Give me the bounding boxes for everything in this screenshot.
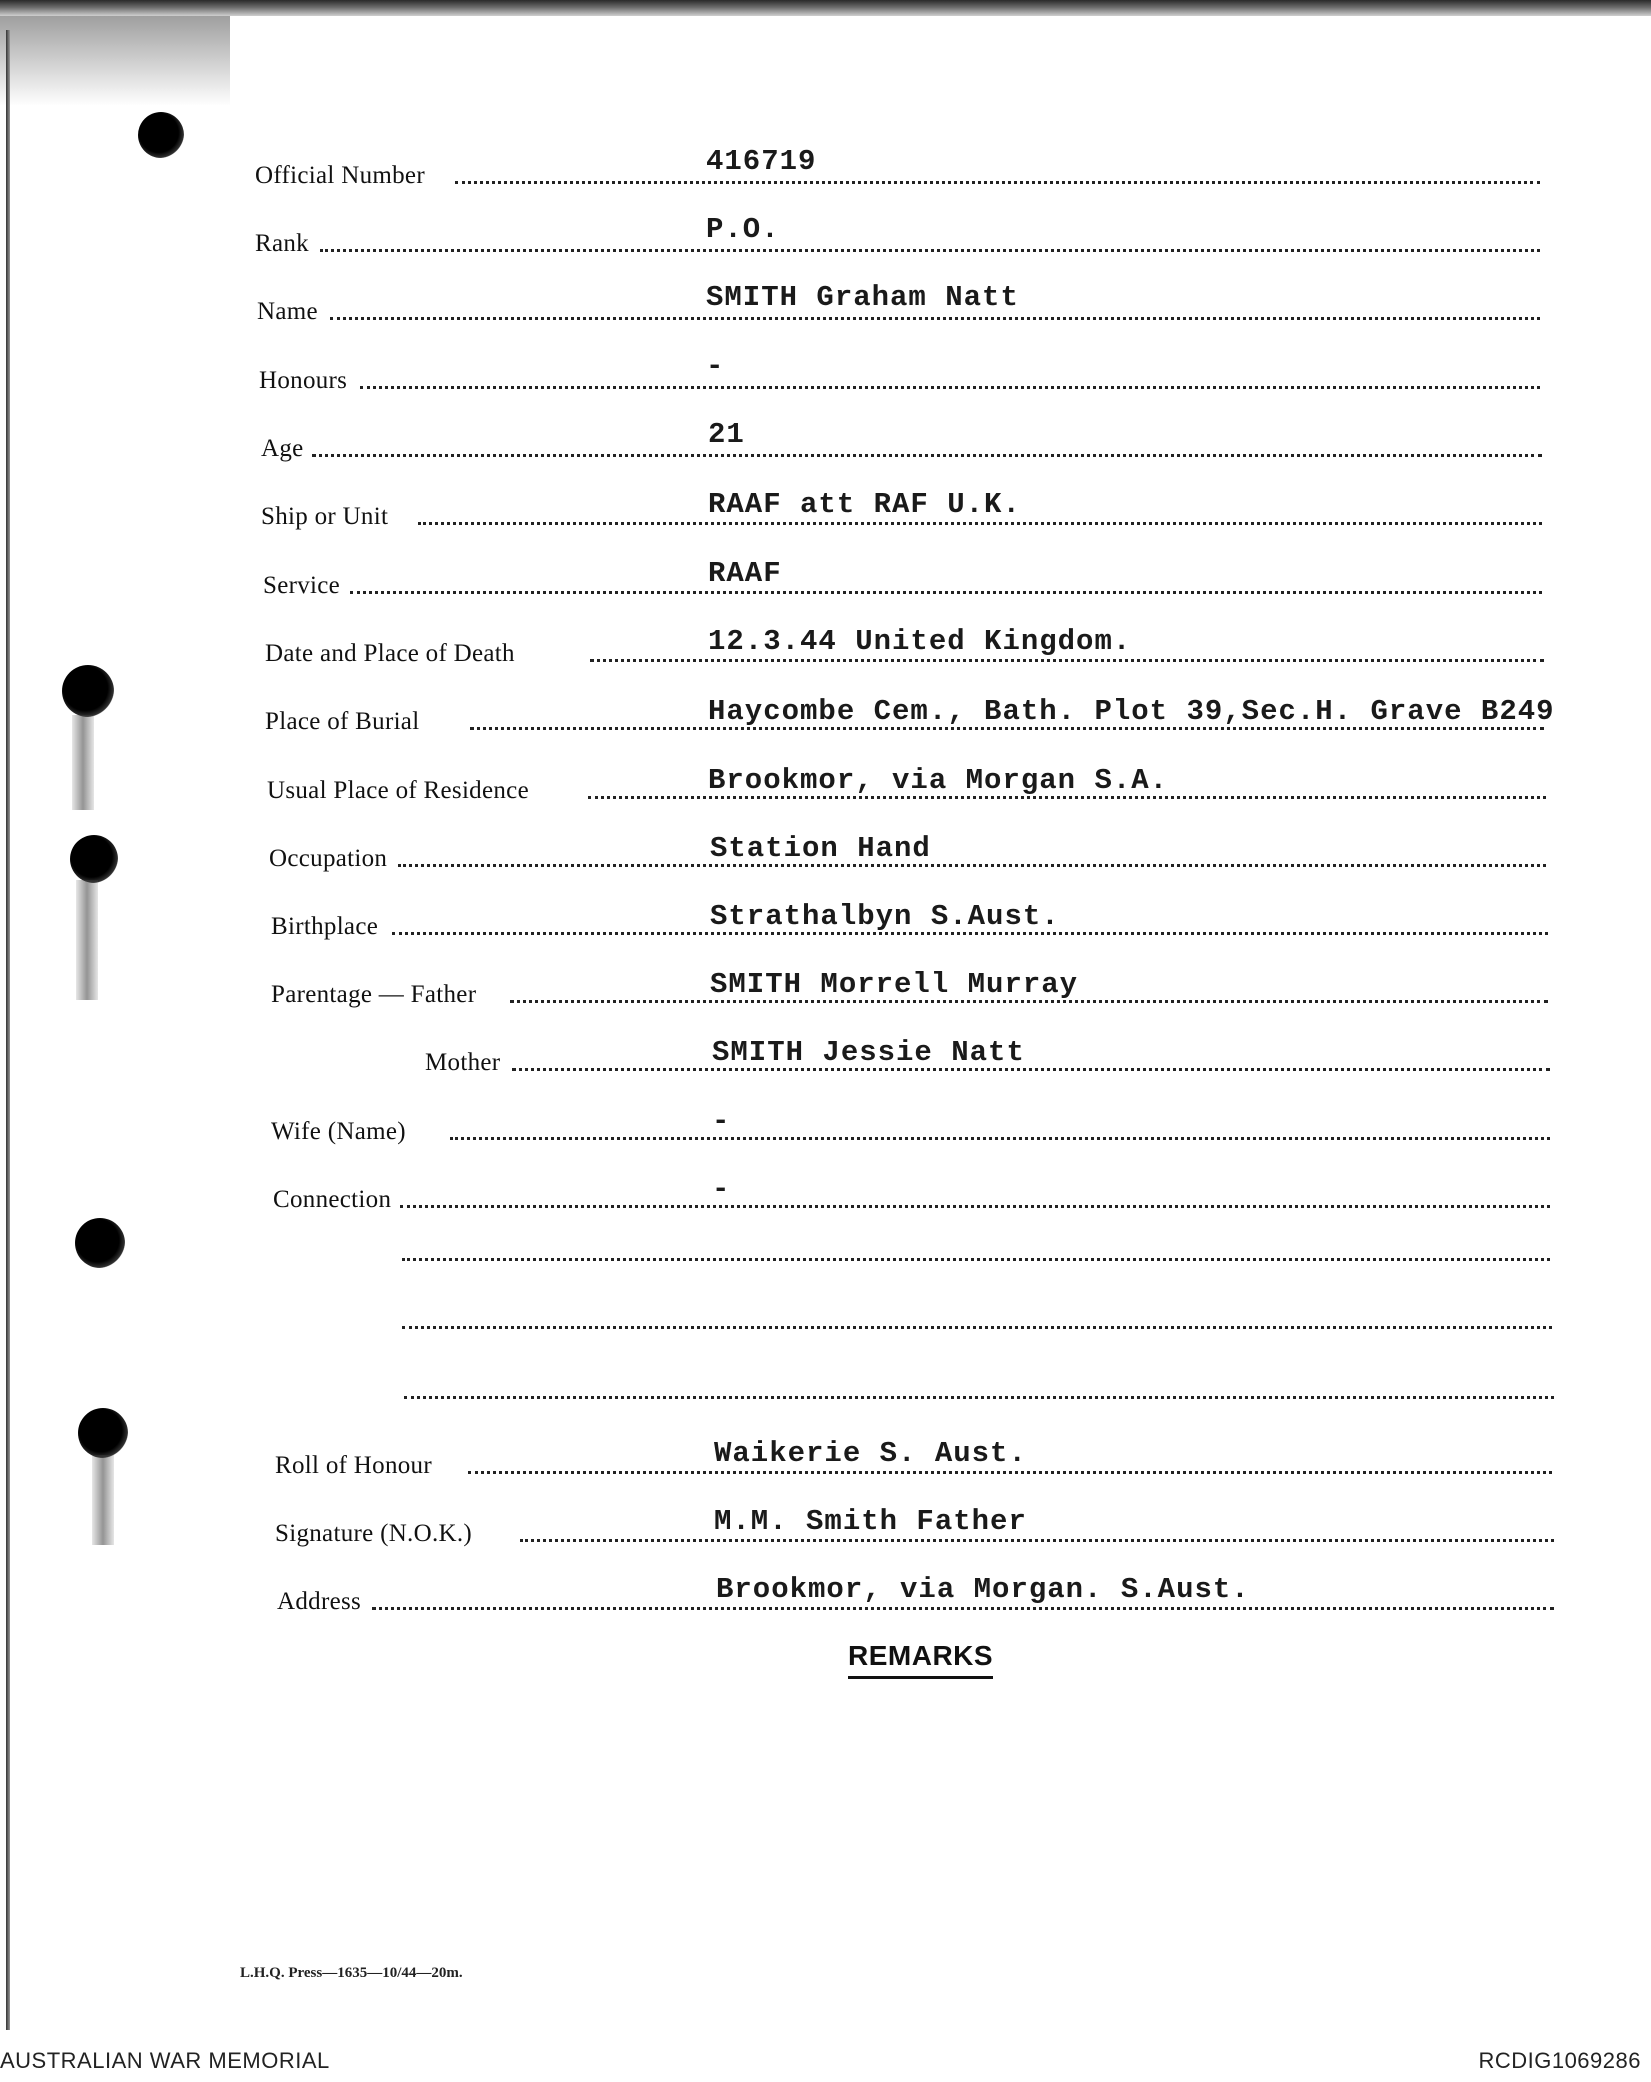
field-label: Ship or Unit [261, 503, 389, 530]
field-label: Name [257, 298, 318, 325]
field-value: - [712, 1105, 731, 1138]
printer-imprint: L.H.Q. Press—1635—10/44—20m. [240, 1965, 463, 1981]
field-value: SMITH Morrell Murray [710, 968, 1079, 1001]
field-label: Address [277, 1588, 362, 1615]
form-row-address [0, 1566, 1651, 1616]
form-row-occupation [0, 823, 1651, 873]
field-value: 12.3.44 United Kingdom. [708, 625, 1132, 658]
field-value: 21 [708, 418, 745, 451]
dotted-leader [418, 522, 1542, 525]
form-row-name [0, 276, 1651, 326]
dotted-leader [360, 386, 1540, 389]
form-row-father [0, 959, 1651, 1009]
footer-institution: AUSTRALIAN WAR MEMORIAL [0, 2048, 330, 2073]
form-row-official-number [0, 140, 1651, 190]
field-label: Service [263, 572, 341, 599]
dotted-leader [398, 864, 1546, 867]
dotted-leader [320, 249, 1540, 252]
field-label: Connection [273, 1186, 392, 1213]
field-label: Mother [425, 1049, 501, 1076]
field-label: Roll of Honour [275, 1452, 432, 1479]
form-row-signature [0, 1498, 1651, 1548]
scan-corner-shadow [0, 16, 230, 106]
punch-hole-icon [75, 1218, 125, 1268]
dotted-leader [312, 454, 1542, 457]
form-row-connection [0, 1164, 1651, 1214]
field-value: 416719 [706, 145, 817, 178]
field-value: Haycombe Cem., Bath. Plot 39,Sec.H. Grave B249 [708, 695, 1555, 728]
dotted-leader [455, 181, 1540, 184]
form-row-service [0, 550, 1651, 600]
field-label: Birthplace [271, 913, 379, 940]
blank-dotted-line [402, 1258, 1550, 1261]
form-row-ship-or-unit [0, 481, 1651, 531]
form-row-rank [0, 208, 1651, 258]
field-label: Place of Burial [265, 708, 420, 735]
field-value: Strathalbyn S.Aust. [710, 900, 1060, 933]
field-value: Waikerie S. Aust. [714, 1437, 1027, 1470]
field-value: RAAF [708, 557, 782, 590]
remarks-heading: REMARKS [848, 1640, 993, 1679]
blank-dotted-line [402, 1326, 1552, 1329]
field-label: Official Number [255, 162, 425, 189]
field-value: P.O. [706, 213, 780, 246]
field-value: Brookmor, via Morgan S.A. [708, 764, 1169, 797]
form-row-usual-residence [0, 755, 1651, 805]
dotted-leader [468, 1471, 1552, 1474]
dotted-leader [350, 591, 1542, 594]
field-value: SMITH Graham Natt [706, 281, 1019, 314]
field-label: Occupation [269, 845, 388, 872]
form-row-wife [0, 1096, 1651, 1146]
dotted-leader [400, 1205, 1550, 1208]
field-label: Date and Place of Death [265, 640, 515, 667]
form-row-birthplace [0, 891, 1651, 941]
field-label: Rank [255, 230, 309, 257]
field-label: Parentage — Father [271, 981, 477, 1008]
field-value: RAAF att RAF U.K. [708, 488, 1021, 521]
field-label: Honours [259, 367, 348, 394]
form-row-roll-of-honour [0, 1430, 1651, 1480]
field-value: Brookmor, via Morgan. S.Aust. [716, 1573, 1250, 1606]
field-label: Signature (N.O.K.) [275, 1520, 473, 1547]
form-row-mother [0, 1027, 1651, 1077]
field-label: Usual Place of Residence [267, 777, 529, 804]
field-value: SMITH Jessie Natt [712, 1036, 1025, 1069]
form-row-place-of-burial [0, 686, 1651, 736]
dotted-leader [450, 1137, 1550, 1140]
field-value: - [706, 350, 725, 383]
dotted-leader [372, 1607, 1554, 1610]
field-value: Station Hand [710, 832, 931, 865]
dotted-leader [520, 1539, 1554, 1542]
field-label: Age [261, 435, 304, 462]
form-row-date-place-of-death [0, 618, 1651, 668]
blank-dotted-line [404, 1396, 1554, 1399]
scan-top-edge [0, 0, 1651, 16]
footer-record-id: RCDIG1069286 [1478, 2048, 1641, 2073]
form-row-age [0, 413, 1651, 463]
field-value: M.M. Smith Father [714, 1505, 1027, 1538]
dotted-leader [590, 659, 1544, 662]
form-row-honours [0, 345, 1651, 395]
dotted-leader [330, 317, 1540, 320]
dotted-leader [512, 1068, 1550, 1071]
field-label: Wife (Name) [271, 1118, 406, 1145]
field-value: - [712, 1173, 731, 1206]
